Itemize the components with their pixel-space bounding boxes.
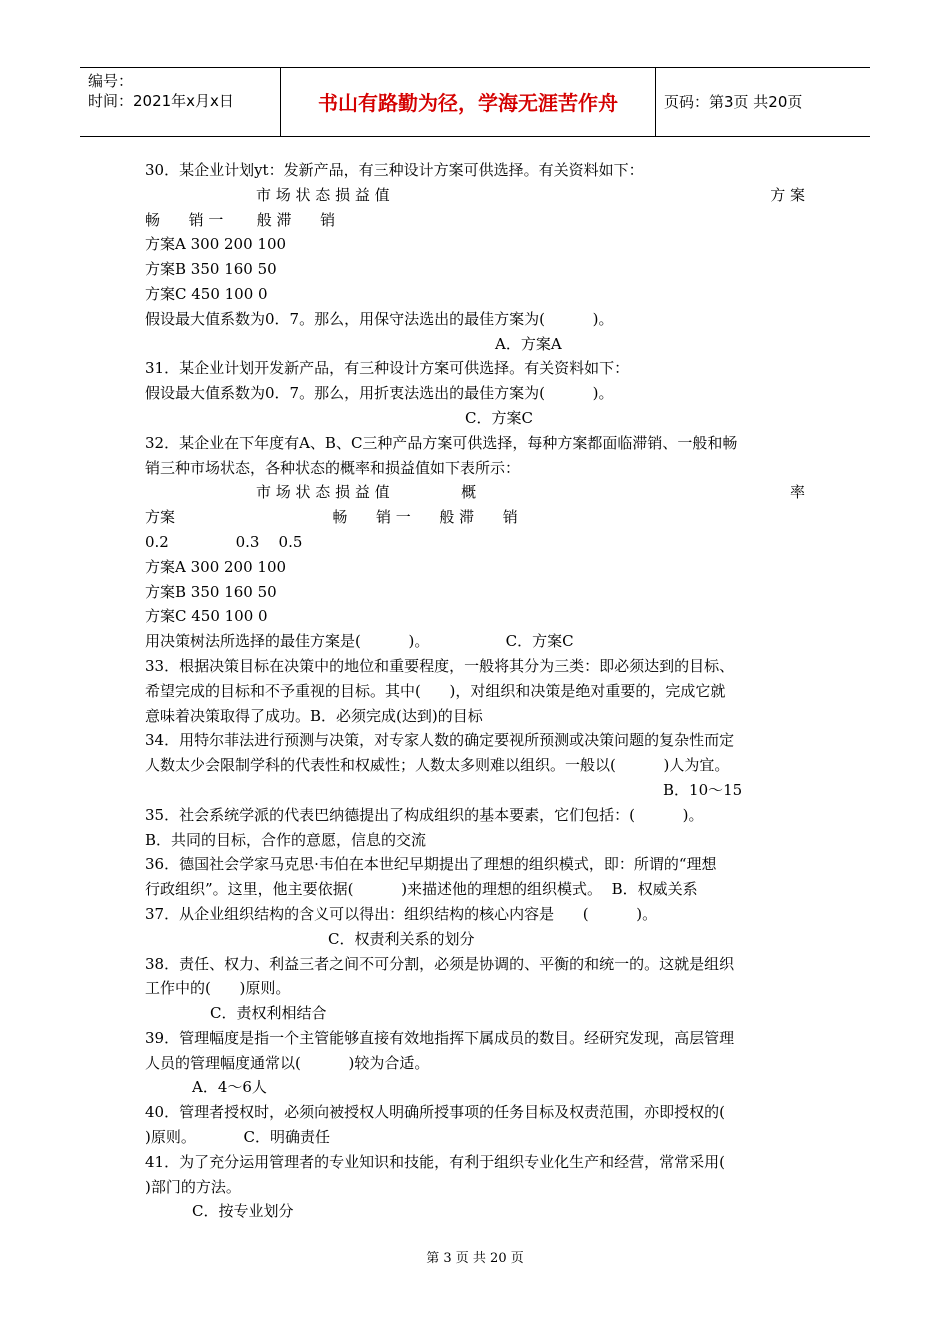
page-footer: 第 3 页 共 20 页 (426, 1251, 524, 1266)
document-time-label: 时间：2021年x月x日 (88, 92, 234, 110)
text-line: B．共同的目标，合作的意愿，信息的交流 (145, 830, 427, 849)
text-line: 意味着决策取得了成功。B．必须完成(达到)的目标 (145, 706, 483, 725)
text-line: B．10～15 (663, 780, 743, 799)
header-meta-cell (80, 68, 280, 136)
text-line-right: 率 (789, 483, 805, 502)
text-line: 方案C 450 100 0 (145, 284, 268, 303)
text-line: 34．用特尔菲法进行预测与决策，对专家人数的确定要视所预测或决策问题的复杂性而定 (145, 731, 735, 750)
text-line: 方案C 450 100 0 (145, 607, 268, 626)
text-line (145, 480, 813, 505)
text-line (145, 183, 813, 208)
text-line: 假设最大值系数为0．7。那么，用保守法选出的最佳方案为( )。 (145, 309, 614, 328)
text-line-main: 市 场 状 态 损 益 值 (256, 185, 390, 204)
text-line: 37．从企业组织结构的含义可以得出：组织结构的核心内容是 ( )。 (145, 904, 658, 923)
text-line: 32．某企业在下年度有A、B、C三种产品方案可供选择，每种方案都面临滞销、一般和畅 (145, 433, 738, 452)
text-line: )原则。 C．明确责任 (145, 1128, 331, 1147)
document-body (145, 158, 813, 1224)
text-line-main: 市 场 状 态 损 益 值 概 (256, 483, 477, 502)
text-line: 30．某企业计划yt：发新产品，有三种设计方案可供选择。有关资料如下： (145, 161, 644, 179)
text-line: 33．根据决策目标在决策中的地位和重要程度，一般将其分为三类：即必须达到的目标、 (145, 656, 735, 675)
page-header (80, 67, 870, 137)
text-line: 36．德国社会学家马克思·韦伯在本世纪早期提出了理想的组织模式，即：所谓的“理想 (145, 855, 717, 874)
text-line: 假设最大值系数为0．7。那么，用折衷法选出的最佳方案为( )。 (145, 384, 614, 403)
text-line: 38．责任、权力、利益三者之间不可分割，必须是协调的、平衡的和统一的。这就是组织 (145, 954, 735, 973)
text-line: C．方案C (465, 408, 533, 427)
header-motto-cell (280, 68, 656, 136)
text-line: 41．为了充分运用管理者的专业知识和技能，有利于组织专业化生产和经营，常常采用( (145, 1152, 725, 1171)
text-line: 方案B 350 160 50 (145, 260, 277, 279)
text-line: 畅 销 一 般 滞 销 (145, 210, 336, 229)
page-number-info: 页码：第3页 共20页 (664, 93, 803, 111)
text-line: 人员的管理幅度通常以( )较为合适。 (145, 1053, 430, 1072)
text-line: 39．管理幅度是指一个主管能够直接有效地指挥下属成员的数目。经研究发现，高层管理 (145, 1028, 735, 1047)
text-line: 40．管理者授权时，必须向被授权人明确所授事项的任务目标及权责范围，亦即授权的( (145, 1103, 725, 1122)
text-line-right: 方 案 (770, 185, 805, 204)
text-line: C．权责利关系的划分 (328, 929, 475, 948)
text-line: A．4～6人 (192, 1078, 267, 1097)
text-line: 方案B 350 160 50 (145, 582, 277, 601)
document-number-label: 编号： (88, 72, 134, 90)
text-line: 希望完成的目标和不予重视的目标。其中( )，对组织和决策是绝对重要的，完成它就 (145, 681, 726, 700)
text-line: 人数太少会限制学科的代表性和权威性；人数太多则难以组织。一般以( )人为宜。 (145, 756, 730, 775)
text-line: 工作中的( )原则。 (145, 979, 291, 998)
text-line: 方案A 300 200 100 (145, 235, 287, 254)
text-line: 用决策树法所选择的最佳方案是( )。 C．方案C (145, 632, 574, 651)
text-line: 方案 畅 销 一 般 滞 销 (145, 508, 518, 527)
text-line: 销三种市场状态，各种状态的概率和损益值如下表所示： (145, 458, 521, 477)
text-line: 0.2 0.3 0.5 (145, 532, 303, 551)
text-line: A．方案A (495, 334, 562, 353)
text-line: 方案A 300 200 100 (145, 557, 287, 576)
header-page-cell (656, 68, 870, 136)
text-line: 31．某企业计划开发新产品，有三种设计方案可供选择。有关资料如下： (145, 359, 630, 378)
text-line: )部门的方法。 (145, 1177, 241, 1196)
text-line: C．按专业划分 (192, 1202, 294, 1221)
text-line: 行政组织”。这里，他主要依据( )来描述他的理想的组织模式。 B．权威关系 (145, 880, 698, 899)
motto-text: 书山有路勤为径，学海无涯苦作舟 (318, 91, 618, 115)
text-line: 35．社会系统学派的代表巴纳德提出了构成组织的基本要素，它们包括：( )。 (145, 805, 704, 824)
text-line: C．责权利相结合 (210, 1004, 327, 1023)
